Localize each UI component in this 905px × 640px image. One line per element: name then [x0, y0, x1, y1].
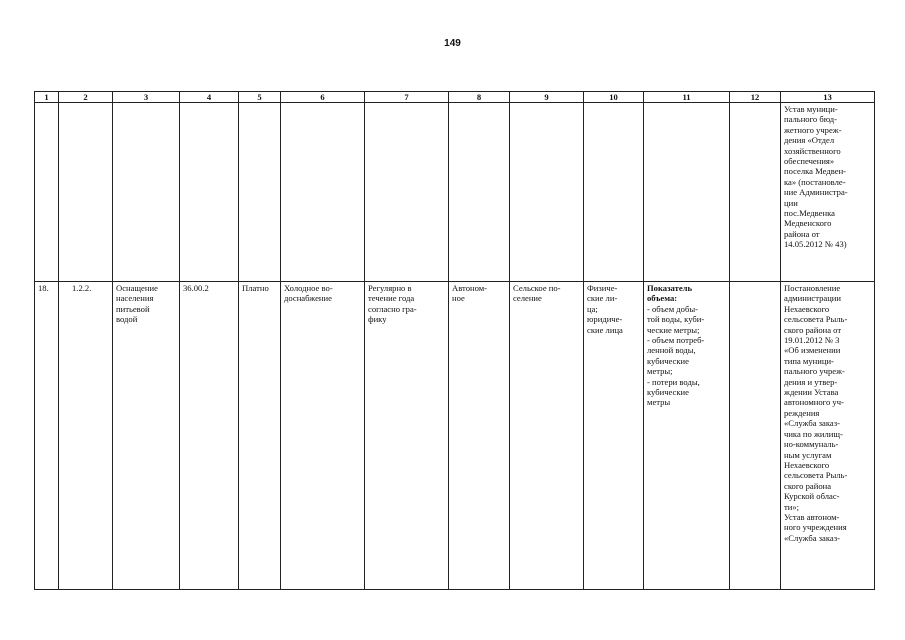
table-cell-service-type — [281, 282, 365, 590]
table-cell-territory — [510, 282, 584, 590]
table-cell-code — [59, 282, 113, 590]
table-cell-legal-basis — [781, 103, 875, 282]
institution-type: Автоном- ное — [452, 283, 488, 304]
header-row — [35, 92, 875, 103]
table-cell — [59, 103, 113, 282]
table-cell-institution-type — [449, 282, 510, 590]
page-number: 149 — [444, 38, 461, 49]
row-number: 18. — [38, 283, 49, 293]
table-cell — [281, 103, 365, 282]
column-header: 2 — [59, 92, 113, 103]
services-table — [34, 91, 875, 590]
column-header: 4 — [180, 92, 239, 103]
table-row-18 — [35, 282, 875, 590]
table-cell-payment — [239, 282, 281, 590]
column-header: 13 — [781, 92, 875, 103]
column-header: 7 — [365, 92, 449, 103]
table-cell-service-name — [113, 282, 180, 590]
table-cell — [449, 103, 510, 282]
legal-basis-text: Постановление администрации Нехаевского сельсовета Рыль- ского района от 19.01.2012 № 3 «Об изменении типа муници- пального учреж- дения и утвер- ждении Устава автономного уч- реждения «Служба заказ- чика по жилищ- но-коммуналь- ным услугам Нехаевского сельсовета Рыль- ского района Курской облас- ти»; Устав автоном- ного учреждения «Служба заказ- — [784, 283, 848, 543]
consumer-category: Физиче- ские ли- ца; юридиче- ские лица — [587, 283, 623, 335]
table-row-continuation — [35, 103, 875, 282]
table-cell — [644, 103, 730, 282]
table-cell — [239, 103, 281, 282]
legal-basis-text: Устав муници- пального бюд- жетного учреж- дения «Отдел хозяйственного обеспечения» поселка Медвен- ка» (постановле- ние Администра- ции пос.Медвенка Медвенского района от 14.05.2012 № 43) — [784, 104, 848, 250]
table-cell — [730, 103, 781, 282]
table-cell — [584, 103, 644, 282]
column-header: 12 — [730, 92, 781, 103]
table-cell-schedule — [365, 282, 449, 590]
column-header: 10 — [584, 92, 644, 103]
table-cell — [35, 103, 59, 282]
table-cell — [365, 103, 449, 282]
column-header: 8 — [449, 92, 510, 103]
payment-type: Платно — [242, 283, 269, 293]
table-cell — [510, 103, 584, 282]
table-cell-empty — [730, 282, 781, 590]
service-code: 1.2.2. — [72, 283, 92, 293]
column-header: 3 — [113, 92, 180, 103]
table-cell — [113, 103, 180, 282]
service-type: Холодное во- доснабжение — [284, 283, 333, 304]
indicator-title: Показатель объема: — [647, 283, 693, 304]
territory: Сельское по- селение — [513, 283, 561, 304]
column-header: 6 — [281, 92, 365, 103]
okved-code: 36.00.2 — [183, 283, 209, 293]
indicator-list: - объем добы- той воды, куби- ческие метры; - объем потреб- ленной воды, кубические метры; - потери воды, кубические метры — [647, 303, 705, 408]
service-schedule: Регулярно в течение года согласно гра- фику — [368, 283, 417, 325]
table-cell-indicators — [644, 282, 730, 590]
table-cell-number — [35, 282, 59, 590]
column-header: 9 — [510, 92, 584, 103]
table-cell-consumers — [584, 282, 644, 590]
column-header: 11 — [644, 92, 730, 103]
column-header: 5 — [239, 92, 281, 103]
table-cell — [180, 103, 239, 282]
column-header: 1 — [35, 92, 59, 103]
table-cell-okved — [180, 282, 239, 590]
table-cell-legal-basis — [781, 282, 875, 590]
service-name: Оснащение населения питьевой водой — [116, 283, 158, 325]
